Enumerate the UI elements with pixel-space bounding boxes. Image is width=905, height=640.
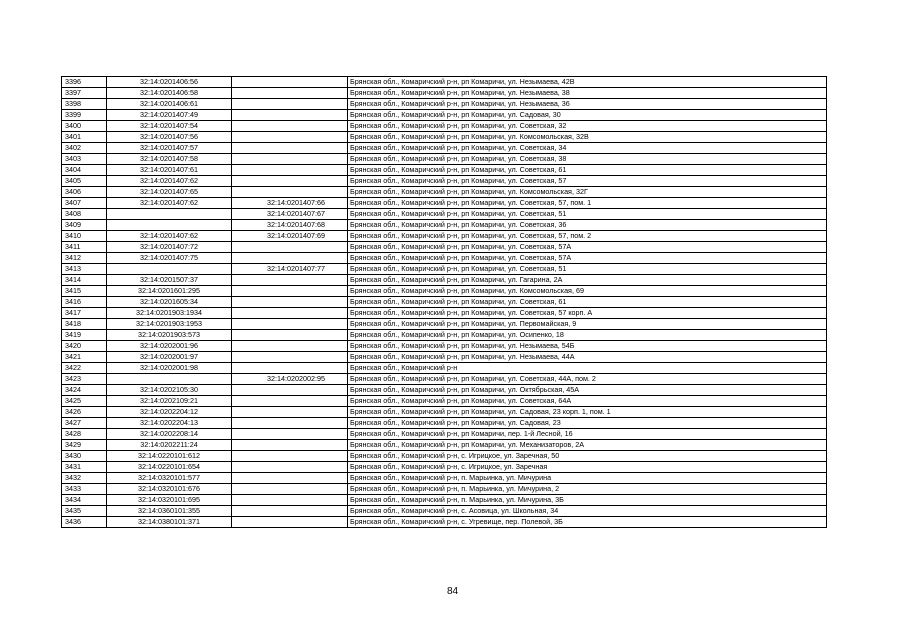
table-row <box>62 473 827 484</box>
cadastral-number-cell: 32:14:0201407:62 <box>107 176 232 187</box>
cadastral-number-cell: 32:14:0201407:75 <box>107 253 232 264</box>
cadastral-number-cell: 32:14:0320101:577 <box>107 473 232 484</box>
row-number-cell: 3403 <box>62 154 107 165</box>
table-row <box>62 253 827 264</box>
row-number-cell: 3422 <box>62 363 107 374</box>
new-cadastral-number-cell <box>232 418 348 429</box>
address-cell: Брянская обл., Комаричский р-н, рп Комаричи, ул. Комсомольская, 69 <box>348 286 827 297</box>
table-row <box>62 462 827 473</box>
new-cadastral-number-cell <box>232 396 348 407</box>
cadastral-table <box>61 76 827 528</box>
row-number-cell: 3424 <box>62 385 107 396</box>
address-cell: Брянская обл., Комаричский р-н, рп Комаричи, ул. Комсомольская, 32В <box>348 132 827 143</box>
cadastral-number-cell: 32:14:0320101:695 <box>107 495 232 506</box>
table-row <box>62 319 827 330</box>
address-cell: Брянская обл., Комаричский р-н, рп Комаричи, ул. Советская, 57А <box>348 242 827 253</box>
row-number-cell: 3399 <box>62 110 107 121</box>
table-row <box>62 132 827 143</box>
address-cell: Брянская обл., Комаричский р-н, рп Комаричи, ул. Гагарина, 2А <box>348 275 827 286</box>
row-number-cell: 3400 <box>62 121 107 132</box>
row-number-cell: 3410 <box>62 231 107 242</box>
table-row <box>62 176 827 187</box>
table-row <box>62 517 827 528</box>
new-cadastral-number-cell <box>232 352 348 363</box>
cadastral-number-cell <box>107 374 232 385</box>
row-number-cell: 3420 <box>62 341 107 352</box>
table-row <box>62 341 827 352</box>
address-cell: Брянская обл., Комаричский р-н, рп Комаричи, ул. Октябрьская, 45А <box>348 385 827 396</box>
cadastral-number-cell: 32:14:0202204:12 <box>107 407 232 418</box>
address-cell: Брянская обл., Комаричский р-н, п. Марьинка, ул. Мичурина <box>348 473 827 484</box>
cadastral-number-cell: 32:14:0202001:98 <box>107 363 232 374</box>
address-cell: Брянская обл., Комаричский р-н, рп Комаричи, ул. Незымаева, 44А <box>348 352 827 363</box>
cadastral-number-cell: 32:14:0201406:58 <box>107 88 232 99</box>
row-number-cell: 3401 <box>62 132 107 143</box>
page-number: 84 <box>446 586 459 597</box>
table-row <box>62 154 827 165</box>
address-cell: Брянская обл., Комаричский р-н, рп Комаричи, ул. Советская, 44А, пом. 2 <box>348 374 827 385</box>
row-number-cell: 3414 <box>62 275 107 286</box>
row-number-cell: 3398 <box>62 99 107 110</box>
address-cell: Брянская обл., Комаричский р-н, рп Комаричи, ул. Советская, 34 <box>348 143 827 154</box>
cadastral-number-cell: 32:14:0201903:573 <box>107 330 232 341</box>
cadastral-number-cell: 32:14:0201406:61 <box>107 99 232 110</box>
new-cadastral-number-cell: 32:14:0201407:69 <box>232 231 348 242</box>
table-row <box>62 385 827 396</box>
new-cadastral-number-cell <box>232 297 348 308</box>
row-number-cell: 3409 <box>62 220 107 231</box>
address-cell: Брянская обл., Комаричский р-н, рп Комаричи, ул. Советская, 51 <box>348 264 827 275</box>
address-cell: Брянская обл., Комаричский р-н, рп Комаричи, ул. Садовая, 23 корп. 1, пом. 1 <box>348 407 827 418</box>
cadastral-number-cell: 32:14:0201407:54 <box>107 121 232 132</box>
cadastral-number-cell: 32:14:0220101:654 <box>107 462 232 473</box>
cadastral-number-cell: 32:14:0202105:30 <box>107 385 232 396</box>
new-cadastral-number-cell <box>232 154 348 165</box>
row-number-cell: 3404 <box>62 165 107 176</box>
table-row <box>62 242 827 253</box>
address-cell: Брянская обл., Комаричский р-н, рп Комаричи, ул. Советская, 57 <box>348 176 827 187</box>
cadastral-number-cell: 32:14:0201407:58 <box>107 154 232 165</box>
new-cadastral-number-cell <box>232 462 348 473</box>
table-row <box>62 77 827 88</box>
cadastral-number-cell: 32:14:0220101:612 <box>107 451 232 462</box>
address-cell: Брянская обл., Комаричский р-н, рп Комаричи, ул. Незымаева, 38 <box>348 88 827 99</box>
new-cadastral-number-cell <box>232 440 348 451</box>
row-number-cell: 3402 <box>62 143 107 154</box>
new-cadastral-number-cell: 32:14:0201407:66 <box>232 198 348 209</box>
row-number-cell: 3429 <box>62 440 107 451</box>
new-cadastral-number-cell <box>232 385 348 396</box>
table-row <box>62 110 827 121</box>
cadastral-number-cell: 32:14:0202109:21 <box>107 396 232 407</box>
address-cell: Брянская обл., Комаричский р-н, с. Игрицкое, ул. Заречная, 50 <box>348 451 827 462</box>
cadastral-number-cell: 32:14:0201407:56 <box>107 132 232 143</box>
new-cadastral-number-cell <box>232 473 348 484</box>
new-cadastral-number-cell <box>232 506 348 517</box>
address-cell: Брянская обл., Комаричский р-н, рп Комаричи, ул. Первомайская, 9 <box>348 319 827 330</box>
address-cell: Брянская обл., Комаричский р-н, с. Угревище, пер. Полевой, 3Б <box>348 517 827 528</box>
table-row <box>62 143 827 154</box>
new-cadastral-number-cell: 32:14:0201407:77 <box>232 264 348 275</box>
address-cell: Брянская обл., Комаричский р-н, рп Комаричи, ул. Осипенко, 18 <box>348 330 827 341</box>
cadastral-number-cell: 32:14:0201407:49 <box>107 110 232 121</box>
new-cadastral-number-cell <box>232 143 348 154</box>
cadastral-number-cell: 32:14:0201406:56 <box>107 77 232 88</box>
new-cadastral-number-cell <box>232 484 348 495</box>
address-cell: Брянская обл., Комаричский р-н, рп Комаричи, ул. Комсомольская, 32Г <box>348 187 827 198</box>
table-row <box>62 429 827 440</box>
row-number-cell: 3408 <box>62 209 107 220</box>
address-cell: Брянская обл., Комаричский р-н, рп Комаричи, ул. Советская, 61 <box>348 297 827 308</box>
table-row <box>62 286 827 297</box>
address-cell: Брянская обл., Комаричский р-н, рп Комаричи, ул. Советская, 64А <box>348 396 827 407</box>
new-cadastral-number-cell <box>232 132 348 143</box>
row-number-cell: 3406 <box>62 187 107 198</box>
new-cadastral-number-cell <box>232 77 348 88</box>
new-cadastral-number-cell <box>232 165 348 176</box>
table-row <box>62 374 827 385</box>
row-number-cell: 3412 <box>62 253 107 264</box>
address-cell: Брянская обл., Комаричский р-н, рп Комаричи, ул. Садовая, 23 <box>348 418 827 429</box>
cadastral-number-cell: 32:14:0201903:1953 <box>107 319 232 330</box>
new-cadastral-number-cell <box>232 242 348 253</box>
cadastral-number-cell: 32:14:0201407:57 <box>107 143 232 154</box>
table-row <box>62 451 827 462</box>
row-number-cell: 3436 <box>62 517 107 528</box>
new-cadastral-number-cell <box>232 330 348 341</box>
new-cadastral-number-cell <box>232 363 348 374</box>
address-cell: Брянская обл., Комаричский р-н, рп Комаричи, ул. Советская, 57, пом. 2 <box>348 231 827 242</box>
new-cadastral-number-cell <box>232 286 348 297</box>
row-number-cell: 3417 <box>62 308 107 319</box>
address-cell: Брянская обл., Комаричский р-н, рп Комаричи, ул. Советская, 36 <box>348 220 827 231</box>
row-number-cell: 3413 <box>62 264 107 275</box>
table-row <box>62 275 827 286</box>
new-cadastral-number-cell <box>232 407 348 418</box>
row-number-cell: 3423 <box>62 374 107 385</box>
cadastral-number-cell <box>107 220 232 231</box>
table-row <box>62 407 827 418</box>
address-cell: Брянская обл., Комаричский р-н, рп Комаричи, ул. Советская, 57А <box>348 253 827 264</box>
cadastral-number-cell <box>107 264 232 275</box>
address-cell: Брянская обл., Комаричский р-н, рп Комаричи, пер. 1-й Лесной, 16 <box>348 429 827 440</box>
row-number-cell: 3405 <box>62 176 107 187</box>
cadastral-number-cell: 32:14:0201407:62 <box>107 231 232 242</box>
row-number-cell: 3421 <box>62 352 107 363</box>
cadastral-number-cell: 32:14:0202211:24 <box>107 440 232 451</box>
cadastral-number-cell: 32:14:0380101:371 <box>107 517 232 528</box>
table-row <box>62 363 827 374</box>
new-cadastral-number-cell <box>232 99 348 110</box>
new-cadastral-number-cell <box>232 495 348 506</box>
cadastral-number-cell: 32:14:0201407:72 <box>107 242 232 253</box>
row-number-cell: 3426 <box>62 407 107 418</box>
address-cell: Брянская обл., Комаричский р-н, рп Комаричи, ул. Советская, 32 <box>348 121 827 132</box>
row-number-cell: 3396 <box>62 77 107 88</box>
address-cell: Брянская обл., Комаричский р-н, п. Марьинка, ул. Мичурина, 2 <box>348 484 827 495</box>
address-cell: Брянская обл., Комаричский р-н <box>348 363 827 374</box>
table-row <box>62 297 827 308</box>
row-number-cell: 3425 <box>62 396 107 407</box>
new-cadastral-number-cell <box>232 88 348 99</box>
table-body <box>62 77 827 528</box>
table-row <box>62 209 827 220</box>
new-cadastral-number-cell <box>232 176 348 187</box>
row-number-cell: 3418 <box>62 319 107 330</box>
row-number-cell: 3435 <box>62 506 107 517</box>
row-number-cell: 3428 <box>62 429 107 440</box>
cadastral-number-cell: 32:14:0202204:13 <box>107 418 232 429</box>
row-number-cell: 3419 <box>62 330 107 341</box>
cadastral-number-cell: 32:14:0202001:96 <box>107 341 232 352</box>
row-number-cell: 3397 <box>62 88 107 99</box>
new-cadastral-number-cell <box>232 341 348 352</box>
new-cadastral-number-cell <box>232 517 348 528</box>
address-cell: Брянская обл., Комаричский р-н, рп Комаричи, ул. Незымаева, 54Б <box>348 341 827 352</box>
cadastral-number-cell: 32:14:0201507:37 <box>107 275 232 286</box>
new-cadastral-number-cell: 32:14:0201407:67 <box>232 209 348 220</box>
table-row <box>62 220 827 231</box>
row-number-cell: 3411 <box>62 242 107 253</box>
cadastral-number-cell: 32:14:0201903:1934 <box>107 308 232 319</box>
address-cell: Брянская обл., Комаричский р-н, рп Комаричи, ул. Советская, 57, пом. 1 <box>348 198 827 209</box>
table-row <box>62 440 827 451</box>
new-cadastral-number-cell <box>232 253 348 264</box>
row-number-cell: 3431 <box>62 462 107 473</box>
row-number-cell: 3416 <box>62 297 107 308</box>
new-cadastral-number-cell <box>232 275 348 286</box>
new-cadastral-number-cell <box>232 121 348 132</box>
new-cadastral-number-cell: 32:14:0201407:68 <box>232 220 348 231</box>
table-row <box>62 99 827 110</box>
table-row <box>62 88 827 99</box>
table-row <box>62 165 827 176</box>
new-cadastral-number-cell <box>232 308 348 319</box>
address-cell: Брянская обл., Комаричский р-н, рп Комаричи, ул. Советская, 51 <box>348 209 827 220</box>
cadastral-number-cell: 32:14:0360101:355 <box>107 506 232 517</box>
address-cell: Брянская обл., Комаричский р-н, с. Асовица, ул. Школьная, 34 <box>348 506 827 517</box>
new-cadastral-number-cell <box>232 187 348 198</box>
cadastral-number-cell: 32:14:0202208:14 <box>107 429 232 440</box>
table-row <box>62 495 827 506</box>
table-row <box>62 198 827 209</box>
cadastral-number-cell: 32:14:0201407:61 <box>107 165 232 176</box>
table-row <box>62 264 827 275</box>
cadastral-number-cell: 32:14:0320101:676 <box>107 484 232 495</box>
address-cell: Брянская обл., Комаричский р-н, рп Комаричи, ул. Садовая, 30 <box>348 110 827 121</box>
table-row <box>62 187 827 198</box>
cadastral-number-cell: 32:14:0202001:97 <box>107 352 232 363</box>
address-cell: Брянская обл., Комаричский р-н, рп Комаричи, ул. Незымаева, 36 <box>348 99 827 110</box>
table-row <box>62 121 827 132</box>
cadastral-number-cell <box>107 209 232 220</box>
table-row <box>62 308 827 319</box>
address-cell: Брянская обл., Комаричский р-н, с. Игрицкое, ул. Заречная <box>348 462 827 473</box>
address-cell: Брянская обл., Комаричский р-н, п. Марьинка, ул. Мичурина, 3Б <box>348 495 827 506</box>
new-cadastral-number-cell <box>232 451 348 462</box>
cadastral-number-cell: 32:14:0201407:62 <box>107 198 232 209</box>
new-cadastral-number-cell <box>232 429 348 440</box>
cadastral-number-cell: 32:14:0201601:295 <box>107 286 232 297</box>
table-row <box>62 352 827 363</box>
new-cadastral-number-cell: 32:14:0202002:95 <box>232 374 348 385</box>
address-cell: Брянская обл., Комаричский р-н, рп Комаричи, ул. Советская, 57 корп. А <box>348 308 827 319</box>
table-row <box>62 231 827 242</box>
new-cadastral-number-cell <box>232 319 348 330</box>
row-number-cell: 3407 <box>62 198 107 209</box>
row-number-cell: 3433 <box>62 484 107 495</box>
table-row <box>62 418 827 429</box>
address-cell: Брянская обл., Комаричский р-н, рп Комаричи, ул. Механизаторов, 2А <box>348 440 827 451</box>
cadastral-number-cell: 32:14:0201605:34 <box>107 297 232 308</box>
row-number-cell: 3430 <box>62 451 107 462</box>
new-cadastral-number-cell <box>232 110 348 121</box>
address-cell: Брянская обл., Комаричский р-н, рп Комаричи, ул. Советская, 38 <box>348 154 827 165</box>
table-row <box>62 396 827 407</box>
table-row <box>62 506 827 517</box>
row-number-cell: 3427 <box>62 418 107 429</box>
address-cell: Брянская обл., Комаричский р-н, рп Комаричи, ул. Советская, 61 <box>348 165 827 176</box>
row-number-cell: 3432 <box>62 473 107 484</box>
table-row <box>62 330 827 341</box>
cadastral-number-cell: 32:14:0201407:65 <box>107 187 232 198</box>
row-number-cell: 3434 <box>62 495 107 506</box>
table-row <box>62 484 827 495</box>
row-number-cell: 3415 <box>62 286 107 297</box>
address-cell: Брянская обл., Комаричский р-н, рп Комаричи, ул. Незымаева, 42В <box>348 77 827 88</box>
